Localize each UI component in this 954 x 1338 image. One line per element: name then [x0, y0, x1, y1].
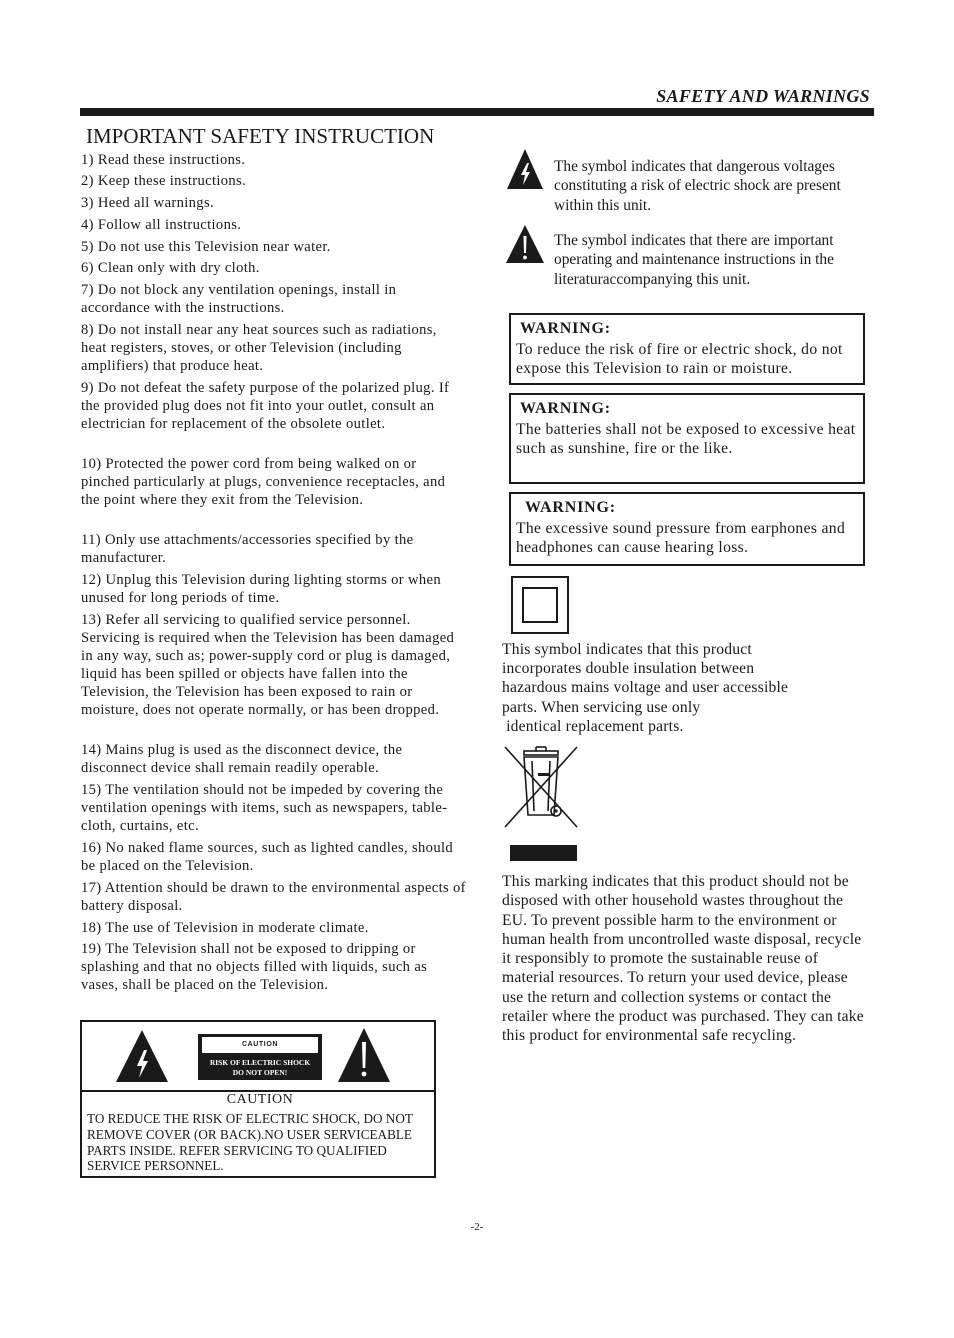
warning-text: To reduce the risk of fire or electric shock, do not expose this Television to rain or moisture.: [516, 341, 843, 378]
double-insulation-icon: [511, 576, 569, 634]
instruction-item: 14) Mains plug is used as the disconnect device, the disconnect device shall remain readily operable.: [81, 742, 403, 776]
instruction-item: 18) The use of Television in moderate climate.: [81, 920, 369, 936]
warning-title: WARNING:: [520, 320, 611, 337]
caution-label-do-not-open: DO NOT OPEN!: [232, 1068, 288, 1077]
caution-box: [80, 1020, 436, 1178]
caution-label-title: CAUTION: [202, 1037, 318, 1053]
warning-title: WARNING:: [520, 400, 611, 417]
caution-symbols-row: [82, 1022, 434, 1092]
instruction-item: 2) Keep these instructions.: [81, 173, 247, 189]
double-insulation-line: identical replacement parts.: [502, 718, 684, 735]
instruction-item: 7) Do not block any ventilation openings, install in accordance with the instructions.: [81, 282, 397, 316]
instruction-item: 15) The ventilation should not be impeded by covering the ventilation openings with items, such as newspapers, table-cloth, curtains, etc.: [81, 782, 448, 834]
warning-title: WARNING:: [525, 499, 616, 516]
warning-box-moisture: [509, 313, 865, 385]
page-title: IMPORTANT SAFETY INSTRUCTION: [86, 124, 435, 148]
caution-heading: CAUTION: [226, 1092, 294, 1107]
crossed-out-bin-icon: [502, 743, 582, 863]
warning-box-batteries: [509, 393, 865, 484]
page-number: -2-: [470, 1221, 484, 1233]
weee-text: This marking indicates that this product should not be disposed with other household wastes throughout the EU. To prevent possible harm to the environment or human health from uncontrolled waste disposal, recycle it responsibly to promote the sustainable reuse of material resources. To return your used device, please use the return and collection systems or contact the retailer where the product was purchased. They can take this product for environmental safe recycling.: [502, 873, 864, 1045]
double-insulation-line: parts. When servicing use only: [502, 699, 701, 716]
warning-box-hearing: [509, 492, 865, 566]
double-insulation-line: hazardous mains voltage and user accessible: [502, 679, 789, 696]
instruction-item: 13) Refer all servicing to qualified service personnel. Servicing is required when the Television has been damaged in any way, such as; power-supply cord or plug is damaged, liquid has been spilled or objects have fallen into the Television, the Television has been exposed to rain or moisture, does not operate normally, or has been dropped.: [81, 612, 455, 718]
lightning-symbol-text: The symbol indicates that dangerous voltages constituting a risk of electric shock are present within this unit.: [554, 158, 841, 214]
caution-text: TO REDUCE THE RISK OF ELECTRIC SHOCK, DO NOT REMOVE COVER (OR BACK).NO USER SERVICEABLE PARTS INSIDE. REFER SERVICING TO QUALIFIED SERVICE PERSONNEL.: [87, 1111, 413, 1174]
instruction-item: 3) Heed all warnings.: [81, 195, 214, 211]
instruction-item: 10) Protected the power cord from being walked on or pinched particularly at plugs, convenience receptacles, and the point where they exit from the Television.: [81, 456, 446, 508]
caution-label: [198, 1034, 322, 1080]
instruction-item: 16) No naked flame sources, such as lighted candles, should be placed on the Television.: [81, 840, 454, 874]
exclamation-symbol-text: The symbol indicates that there are important operating and maintenance instructions in the literaturaccompanying this unit.: [554, 232, 834, 288]
warning-text: The batteries shall not be exposed to excessive heat such as sunshine, fire or the like.: [516, 421, 856, 458]
exclamation-warning-icon: [336, 1026, 392, 1084]
caution-label-risk: RISK OF ELECTRIC SHOCK: [209, 1058, 311, 1067]
lightning-warning-icon: [114, 1028, 170, 1084]
exclamation-symbol-icon: [505, 224, 545, 264]
instruction-item: 12) Unplug this Television during lighting storms or when unused for long periods of time.: [81, 572, 441, 606]
instruction-item: 1) Read these instructions.: [81, 152, 246, 168]
instruction-item: 11) Only use attachments/accessories specified by the manufacturer.: [81, 532, 414, 566]
instruction-item: 19) The Television shall not be exposed to dripping or splashing and that no objects filled with liquids, such as vases, shall be placed on the Television.: [81, 941, 428, 993]
section-header-title: SAFETY AND WARNINGS: [656, 86, 870, 106]
instruction-item: 9) Do not defeat the safety purpose of the polarized plug. If the provided plug does not fit into your outlet, consult an electrician for replacement of the obsolete outlet.: [81, 380, 450, 432]
instruction-item: 4) Follow all instructions.: [81, 217, 242, 233]
warning-text: The excessive sound pressure from earphones and headphones can cause hearing loss.: [516, 520, 846, 557]
instruction-item: 6) Clean only with dry cloth.: [81, 260, 260, 276]
instruction-item: 17) Attention should be drawn to the environmental aspects of battery disposal.: [81, 880, 466, 914]
instruction-item: 5) Do not use this Television near water.: [81, 239, 331, 255]
double-insulation-line: incorporates double insulation between: [502, 660, 755, 677]
lightning-symbol-icon: [506, 148, 544, 190]
instruction-item: 8) Do not install near any heat sources such as radiations, heat registers, stoves, or other Television (including amplifiers) that produce heat.: [81, 322, 437, 374]
double-insulation-line: This symbol indicates that this product: [502, 641, 752, 658]
header-rule: [80, 108, 874, 116]
